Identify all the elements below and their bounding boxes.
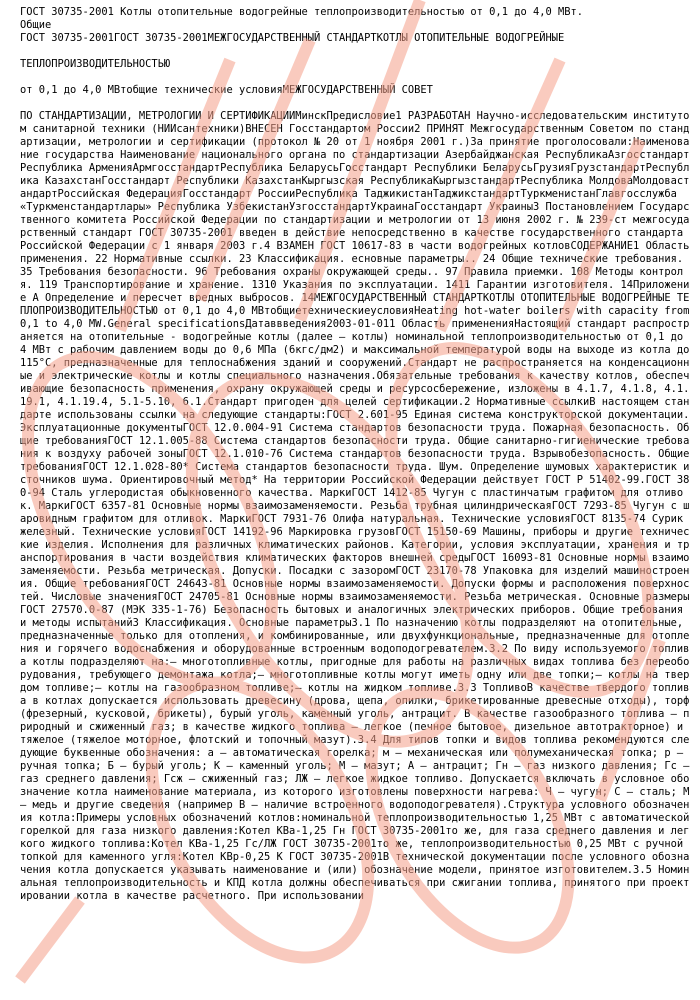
spacer xyxy=(20,97,690,110)
spacer xyxy=(20,71,690,84)
doc-subtitle: от 0,1 до 4,0 МВтобщие технические условияМЕЖГОСУДАРСТВЕННЫЙ СОВЕТ xyxy=(20,84,433,96)
doc-main-text: ПО СТАНДАРТИЗАЦИИ, МЕТРОЛОГИИ И СЕРТИФИКАЦИИМинскПредисловие1 РАЗРАБОТАН Научно-исследовательским институтом санитарной техники (НИИсантехники)ВНЕСЕН Госстандартом России2 ПРИНЯТ Межгосударственным Советом по стандартизации, метрологии и сертификации (протокол № 20 от 1 ноября 2001 г.)За принятие проголосовали:Наименование государства Наименование национального органа по стандартизации Азербайджанская РеспубликаАзгосстандартРеспублика АрменияАрмгосстандартРеспублика БеларусьГосстандарт Республики БеларусьГрузияГрузстандартРеспублика КазахстанГосстандарт Республики КазахстанКыргызская РеспубликаКыргызстандартРеспублика МолдоваМолдовастандартРоссийская ФедерацияГосстандарт РоссииРеспублика ТаджикистанТаджикстандартТуркменистанГлавгосслужба «Туркменстандартлары» Республика УзбекистанУзгосстандартУкраинаГосстандарт Украины3 Постановлением Государственного комитета Российской Федерации по стандартизации и метрологии от 13 июня 2002 г. № 239-ст межгосударственный стандарт ГОСТ 30735-2001 введен в действие непосредственно в качестве государственного стандарта Российской Федерации с 1 января 2003 г.4 ВЗАМЕН ГОСТ 10617-83 в части водогрейных котловСОДЕРЖАНИЕ1 Область применения. 22 Нормативные ссылки. 23 Классификация. есновные параметры.. 24 Общие технические требования. 35 Требования безопасности. 96 Требования охраны окружающей среды.. 97 Правила приемки. 108 Методы контроля. 119 Транспортирование и хранение. 1310 Указания по эксплуатации. 1411 Гарантии изготовителя. 14Приложение А Определение и пересчет вредных выбросов. 14МЕЖГОСУДАРСТВЕННЫЙ СТАНДАРТКОТЛЫ ОТОПИТЕЛЬНЫЕ ВОДОГРЕЙНЫЕ ТЕПЛОПРОИЗВОДИТЕЛЬНОСТЬЮ от 0,1 до 4,0 МВтобщиетехническиеусловияHeating hot-water boilers with capacity from 0,1 to 4,0 MW.General specificationsДатаввведения2003-01-011 Область примененияНастоящий стандарт распространяется на отопительные - водогрейные котлы (далее — котлы) номинальной теплопроизводительностью от 0,1 до 4 МВт с рабочим давлением воды до 0,6 МПа (6кгс/дм2) и максимальной температурой воды на выходе из котла до 115°С, предназначенные для теплоснабжения зданий и сооружений.Стандарт не распространяется на конденсационные и электрические котлы и котлы специального назначения.Обязательные требования к качеству котлов, обеспечивающие безопасность применения, охрану окружающей среды и ресурсосбережение, изложены в 4.1.7, 4.1.8, 4.1.19.1, 4.1.19.4, 5.1-5.10, 6.1.Стандарт пригоден для целей сертификации.2 Нормативные ссылкиВ настоящем стандарте использованы ссылки на следующие стандарты:ГОСТ 2.601-95 Единая система конструкторской документации. Эксплуатационные документыГОСТ 12.0.004-91 Система стандартов безопасности труда. Пожарная безопасность. Общие требованияГОСТ 12.1.005-88 Система стандартов безопасности труда. Общие санитарно-гигиенические требования к воздуху рабочей зоныГОСТ 12.1.010-76 Система стандартов безопасности труда. Взрывобезопасность. Общие требованияГОСТ 12.1.028-80* Система стандартов безопасности труда. Шум. Определение шумовых характеристик источников шума. Ориентировочный метод* На территории Российской Федерации действует ГОСТ Р 51402-99.ГОСТ 380-94 Сталь углеродистая обыкновенного качества. МаркиГОСТ 1412-85 Чугун с пластинчатым графитом для отливок. МаркиГОСТ 6357-81 Основные нормы взаимозаменяемости. Резьба трубная цилиндрическаяГОСТ 7293-85 Чугун с шаровидным графитом для отливок. МаркиГОСТ 7931-76 Олифа натуральная. Технические условияГОСТ 8135-74 Сурик железный. Технические условияГОСТ 14192-96 Маркировка грузовГОСТ 15150-69 Машины, приборы и другие технические изделия. Исполнения для различных климатических районов. Категории, условия эксплуатации, хранения и транспортирования в части воздействия климатических факторов внешней средыГОСТ 16093-81 Основные нормы взаимозаменяемости. Резьба метрическая. Допуски. Посадки с зазоромГОСТ 23170-78 Упаковка для изделий машиностроения. Общие требованияГОСТ 24643-81 Основные нормы взаимозаменяемости. Допуски формы и расположения поверхностей. Числовые значенияГОСТ 24705-81 Основные нормы взаимозаменяемости. Резьба метрическая. Основные размерыГОСТ 27570.0-87 (МЭК 335-1-76) Безопасность бытовых и аналогичных электрических приборов. Общие требования и методы испытаний3 Классификация. Основные параметры3.1 По назначению котлы подразделяют на отопительные, предназначенные только для отопления, и комбинированные, или двухфункциональные, предназначенные для отопления и горячего водоснабжения и оборудованные встроенным водоподогревателем.3.2 По виду используемого топлива котлы подразделяют на:— многотопливные котлы, пригодные для работы на различных видах топлива без переоборудования, требующего демонтажа котла;— многотопливные котлы могут иметь одну или две топки;— котлы на твердом топливе;— котлы на газообразном топливе;— котлы на жидком топливе.3.3 ТопливоВ качестве твердого топлива в котлах допускается использовать древесину (дрова, щепа, опилки, брикетированные древесные отходы), торф (фрезерный, кусковой, брикеты), бурый уголь, каменный уголь, антрацит. В качестве газообразного топлива — природный и сжиженный газ; в качестве жидкого топлива — легкое (печное бытовое, дизельное автотракторное) и тяжелое (тяжелое моторное, флотский и топочный мазут).3.4 Для типов топки и видов топлива рекомендуются следующие буквенные обозначения: а — автоматическая горелка; м — механическая или полумеханическая топка; р — ручная топка; Б — бурый уголь; К — каменный уголь; М — мазут; А — антрацит; Гн — газ низкого давления; Гс — газ среднего давления; Гсж — сжиженный газ; ЛЖ — легкое жидкое топливо. Допускается включать в условное обозначение котла наименование материала, из которого изготовлены поверхности нагрева: Ч — чугун; С — сталь; М — медь и другие сведения (например В — наличие встроенного водоподогревателя).Структура условного обозначения котла:Примеры условных обозначений котлов:номинальной теплопроизводительностью 1,25 МВт с автоматической горелкой для газа низкого давления:Котел КВа-1,25 Гн ГОСТ 30735-2001то же, для газа среднего давления и легкого жидкого топлива:Котел КВа-1,25 Гс/ЛЖ ГОСТ 30735-2001то же, теплопроизводительностью 0,25 МВт с ручной топкой для каменного угля:Котел КВр-0,25 К ГОСТ 30735-2001В технической документации после условного обозначения котла допускается указывать наименование и (или) обозначение модели, принятое изготовителем.3.5 Номинальная теплопроизводительность и КПД котла должны обеспечиваться при сжигании топлива, принятого при проектировании котла в качестве расчетного. При использовании xyxy=(20,110,690,902)
document-body xyxy=(20,6,690,903)
doc-title-line-2: Общие xyxy=(20,19,52,31)
doc-title-line: ГОСТ 30735-2001 Котлы отопительные водогрейные теплопроизводительностью от 0,1 до 4,0 МВт. xyxy=(20,6,584,18)
spacer xyxy=(20,45,690,58)
doc-standard-heading-2: ТЕПЛОПРОИЗВОДИТЕЛЬНОСТЬЮ xyxy=(20,58,171,70)
doc-standard-heading: ГОСТ 30735-2001ГОСТ 30735-2001МЕЖГОСУДАРСТВЕННЫЙ СТАНДАРТКОТЛЫ ОТОПИТЕЛЬНЫЕ ВОДОГРЕЙНЫЕ xyxy=(20,32,565,44)
